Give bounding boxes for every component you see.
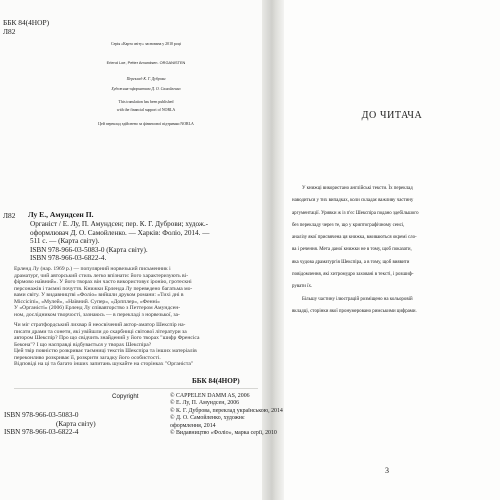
copyright-list [170,393,283,437]
designer-credit: Художник-оформлювач Д. О. Самойленко [111,87,181,91]
annotation-line: вами світу. У видавництві «Фоліо» вийшли друком романи: «Тихі дні в [14,292,184,298]
annotation-line: Ерленд Лу (нар. 1969 р.) — популярний норвезький письменник і [14,266,171,272]
annotation-line: автором Шекспір? Про що свідчить знайдений у його творах "шифр Френсіса [14,335,200,341]
bbk-code: ББК 84(4НОР) [3,18,50,27]
preface-line: рувати їх. [292,284,313,290]
author-heading: Лу Е., Амундсен П. [28,210,94,219]
preface-line: без перекладу через те, що у криптографічному сенсі, [292,222,405,228]
isbn-block [4,411,96,437]
divider [14,388,258,389]
preface-line: наводиться у тих випадках, коли складає важливу частину [292,198,414,204]
annotation-line: фірмово наївний». У його творах він часто використовує іронію, гротескні [14,279,192,285]
copyright-line: оформлення, 2014 [170,422,216,429]
copyright-line: © CAPPELEN DAMM AS, 2006 [170,393,250,399]
copyright-line: © К. Г. Дуброва, переклад українською, 2014 [170,407,283,414]
author-sign-top: Л82 [3,27,16,36]
preface-line: Більшу частину ілюстрацій розміщено на кольоровій [302,297,413,302]
preface-paragraph-1 [292,183,496,294]
page-number: 3 [385,466,389,475]
annotation-line: писати драми та сонети, які увійшли до скарбниці світової літератури за [14,328,187,335]
annotation-line: У «Органісті» (2006) Ерленд Лу співавторство з Петтером Амундсен- [14,305,181,311]
norla-english-line-1: This translation has been published [118,100,174,104]
copyright-line: © Д. О. Самойленко, художнє [170,415,245,422]
preface-line: аналізу якої присвячена ця книжка, вживаються окремі сло- [292,235,417,241]
annotation-line: переконливо розкриває її, розкрити загадку його особистості. [14,354,161,361]
annotation-text [14,266,254,368]
catalog-line: ISBN 978-966-03-5083-0 (Карта світу). [30,245,148,254]
annotation-line: Чи міг стратфордський лихвар й неосвічений актор-аматор Шекспір на- [14,322,186,328]
author-sign-side: Л82 [3,211,16,220]
isbn-line: ISBN 978-966-03-5083-0 [4,411,79,419]
norla-ukrainian-line: Цей переклад здійснено за фінансової підтримки NORLA [98,122,194,126]
page-title: ДО ЧИТАЧА [361,110,423,121]
annotation-line: Цей твір повністю розкриває таємниці текстів Шекспіра та інших матеріалів [14,348,197,354]
series-note: Серія «Карта світу» заснована у 2010 році [110,42,181,46]
catalog-line: ISBN 978-966-03-6822-4. [30,254,107,263]
norla-english-line-2: with the financial support of NORLA [116,108,176,112]
annotation-line: Відповіді на ці та багато інших запитань шукайте на сторінках "Органіста" [14,361,194,367]
catalog-line: Органіст / Е. Лу, П. Амундсен; пер. К. Г. Дуброви; худож.- [30,220,209,228]
bbk-classification [3,18,49,36]
copyright-line: © Е. Лу, П. Амундсен, 2006 [170,400,240,407]
bbk-code-bottom: ББК 84(4НОР) [192,377,240,385]
catalog-line: 511 с. — (Карта світу). [30,237,100,246]
preface-line: вкладці, сторінки якої пронумеровано римськими цифрами. [292,309,417,315]
original-title: Erlend Loe, Petter Amundsen. ORGANISTEN [106,60,186,65]
preface-line: яка чудова драматургія Шекспіра, а в тому, щоб виявити [292,259,410,265]
annotation-line: персонажів і таємні почуття. Книжки Ерленда Лу переведено багатьма мо- [14,285,193,292]
preface-paragraph-2 [292,294,496,319]
preface-line: ва і речення. Мета даної книжки не в тому, щоб показати, [292,247,412,253]
annotation-line: ном, дослідником творчості, зазнаюсь — в перекладі з норвезької, за- [14,311,180,318]
copyright-label: Copyright [112,393,139,400]
annotation-line: Міссісіпі», «Мулей», «Наївний. Супер», «Допплер», «Фенні» [14,298,160,305]
isbn-line: ISBN 978-966-03-6822-4 [4,428,79,437]
catalog-line: оформлювач Д. О. Самойленко. — Харків: Фоліо, 2014. — [30,228,210,237]
catalog-entry [30,220,258,263]
annotation-line: драматург, чий авторський стиль легко впізнати: його характеризують ві- [14,272,189,279]
preface-line: аргументації. Уривки ж із п'єс Шекспіра подано здебільшого [292,210,419,216]
annotation-line: Бекона"? І що насправді відбувається у творах Шекспіра? [14,341,152,348]
preface-line: повідомлення, які хитромудро заховані в тексті, і розшиф- [292,272,414,278]
isbn-line: (Карта світу) [56,419,96,428]
copyright-line: © Видавництво «Фоліо», марка серії, 2010 [170,430,277,437]
preface-line: У книжці використано англійські тексти. Їх переклад [302,186,413,191]
translator-credit: Переклад К. Г. Дуброви [126,77,166,81]
